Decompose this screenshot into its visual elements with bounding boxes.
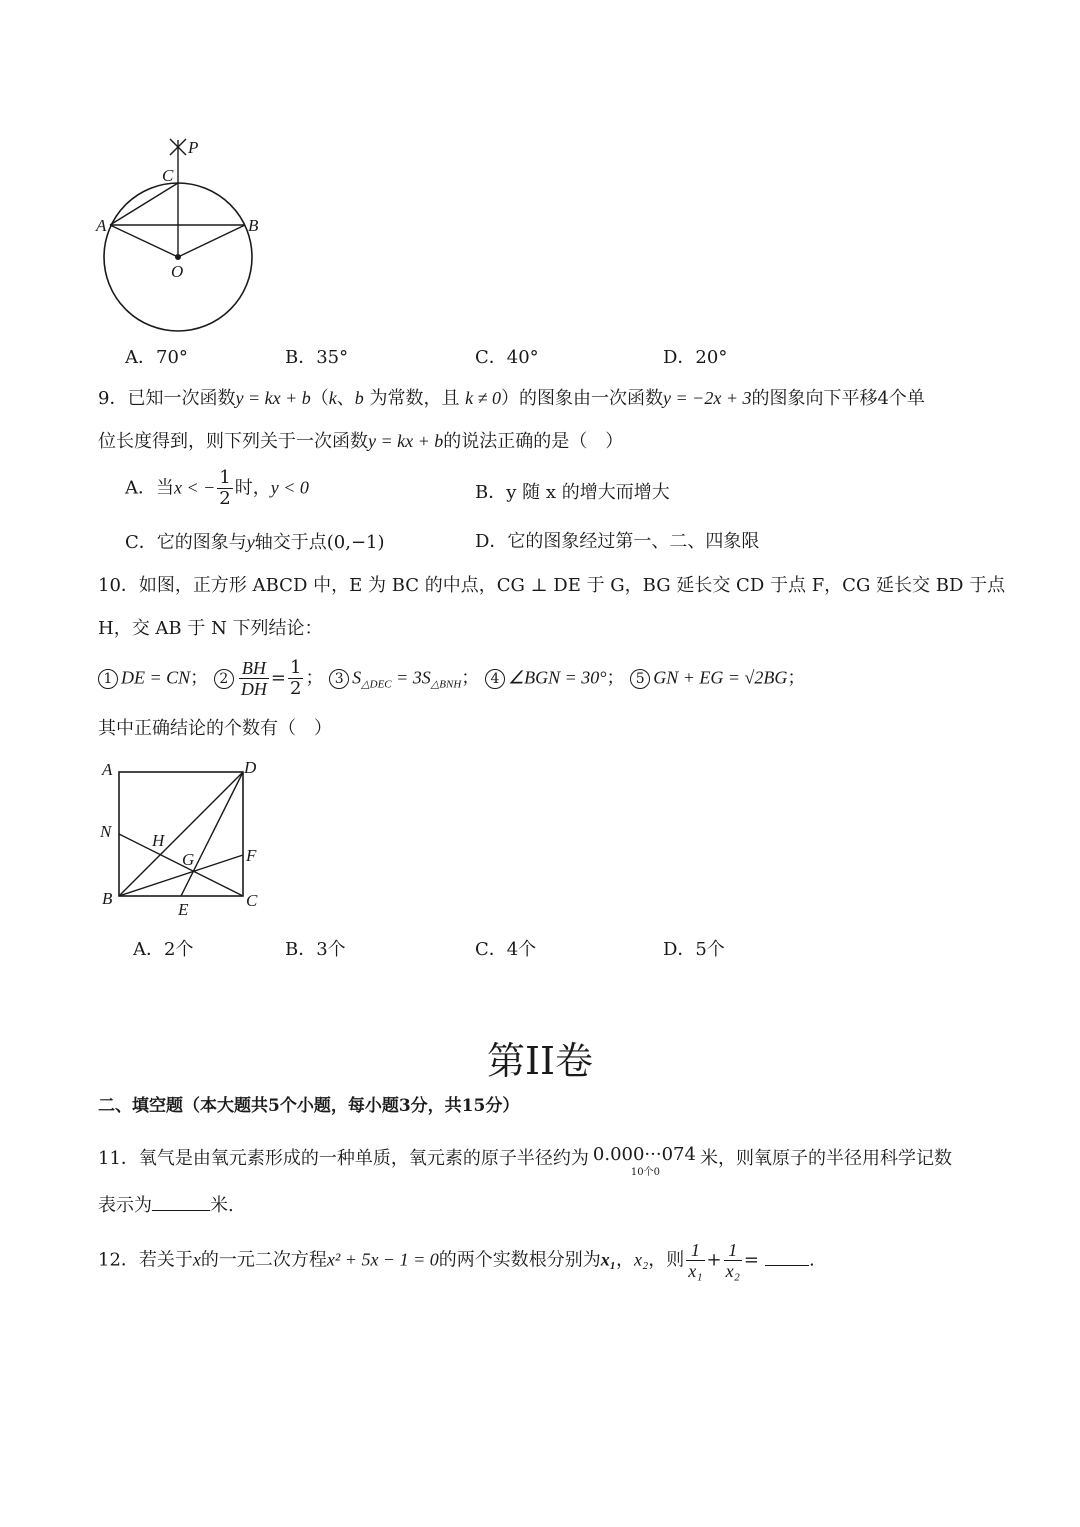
q11-line-1: [98, 1144, 952, 1178]
circle-mark-5: 5: [630, 669, 650, 689]
segment-ac: [110, 183, 178, 225]
q11-zero-count: 10个0: [630, 1167, 660, 1178]
q8-option-c[interactable]: C．40°: [475, 347, 539, 368]
separator: ；: [305, 667, 324, 689]
q11-text-a: 11．氧气是由氧元素形成的一种单质，氧元素的原子半径约为: [98, 1148, 589, 1169]
q11-text-b: 米，则氧原子的半径用科学记数: [699, 1148, 952, 1169]
q9-line2-a: 位长度得到，则下列关于一次函数: [98, 431, 368, 452]
equals-sign: =: [743, 1249, 759, 1271]
q9-var-k: k: [328, 388, 337, 408]
conclusion-3-eq: = 3S: [391, 667, 431, 688]
q9-var-b: b: [354, 388, 364, 408]
q11-line-2: [98, 1195, 234, 1217]
conclusion-3-s: S: [352, 667, 362, 688]
separator: ；: [190, 667, 209, 689]
q10-option-a[interactable]: A．2个: [133, 939, 194, 960]
q12-fraction-1: [686, 1240, 704, 1281]
q10-line-2: H，交 AB 于 N 下列结论：: [98, 618, 323, 639]
circle-mark-1: 1: [98, 669, 118, 689]
q12-equation: x² + 5x − 1 = 0: [326, 1249, 439, 1270]
q9-condition: k ≠ 0: [465, 388, 502, 408]
q12-root-2: x₂: [634, 1249, 649, 1270]
q9-option-a[interactable]: [125, 468, 309, 509]
conclusion-2-fraction: [239, 658, 269, 699]
equals-sign: =: [270, 667, 286, 689]
q12-comma: ，: [616, 1249, 635, 1271]
section-heading: 二、填空题（本大题共5个小题，每小题3分，共15分）: [98, 1096, 520, 1116]
q11-end: 米.: [210, 1195, 234, 1216]
section-title: 第II卷: [487, 1039, 594, 1083]
q9-opt-a-label: A．当: [125, 477, 174, 499]
q9-opt-a-y: y < 0: [270, 477, 309, 498]
q10-line-1: 10．如图，正方形 ABCD 中，E 为 BC 的中点，CG ⊥ DE 于 G，BG 延长交 CD 于点 F，CG 延长交 BD 于点: [98, 575, 1006, 596]
label-p: P: [188, 138, 199, 157]
diagonal-bd: [119, 772, 243, 896]
conclusion-5: GN + EG = √2BG: [653, 667, 788, 688]
q12-text-b: 的一元二次方程: [200, 1249, 327, 1271]
q9-line2-func: y = kx + b: [368, 431, 444, 451]
q9-opt-a-fraction: [217, 468, 232, 509]
q11-answer-blank[interactable]: [152, 1210, 210, 1211]
fraction-denominator: 2: [219, 488, 231, 509]
q12-line: [98, 1240, 815, 1281]
q12-root-1: x₁: [600, 1249, 617, 1270]
q9-option-c[interactable]: [125, 531, 385, 554]
separator: ；: [787, 667, 806, 689]
q10-option-c[interactable]: C．4个: [475, 939, 537, 960]
label-e: E: [178, 900, 189, 919]
label-d: D: [244, 758, 257, 777]
q9-line-2: [98, 430, 623, 453]
conclusion-2-value: [288, 658, 303, 699]
q9-opt-c-mid: 轴交于点: [254, 532, 327, 553]
q9-opt-c-y: y: [246, 532, 255, 552]
fraction-numerator: 1: [289, 657, 302, 678]
circle-mark-3: 3: [329, 669, 349, 689]
fraction-denominator: DH: [240, 679, 267, 699]
q9-text-d: 为常数，且: [363, 388, 466, 409]
fraction-numerator: 1: [724, 1240, 742, 1261]
label-o: O: [171, 262, 184, 281]
q12-answer-blank[interactable]: [765, 1265, 809, 1266]
q10-line-4: 其中正确结论的个数有（ ）: [98, 718, 332, 739]
q9-text-f: 的图象向下平移4个单: [751, 388, 925, 409]
conclusion-3-sub-1: △DEC: [361, 678, 392, 691]
q9-option-d[interactable]: D．它的图象经过第一、二、四象限: [475, 531, 760, 552]
label-b: B: [102, 889, 113, 908]
segment-bo: [178, 225, 245, 257]
q9-text-b: （: [310, 388, 329, 409]
q9-line-1: [98, 387, 925, 410]
label-n: N: [100, 822, 112, 841]
conclusion-4: ∠BGN = 30°: [508, 667, 607, 688]
q9-line2-b: 的说法正确的是（ ）: [443, 431, 624, 452]
q9-func-1: y = kx + b: [235, 388, 311, 408]
q8-circle-figure: [90, 125, 270, 340]
label-a: A: [102, 760, 113, 779]
q12-text-d: ，则: [648, 1249, 685, 1271]
q11-line2-text: 表示为: [98, 1195, 152, 1216]
q9-text-a: 已知一次函数: [127, 388, 236, 409]
label-c: C: [246, 891, 258, 910]
q9-opt-a-mid: 时，: [234, 477, 271, 499]
q8-option-a[interactable]: A．70°: [125, 347, 188, 368]
q12-var-x: x: [192, 1249, 201, 1270]
q9-opt-c-label: C．它的图象与: [125, 532, 247, 553]
q9-func-2: y = −2x + 3: [663, 388, 752, 408]
q11-number: 0.000···074: [592, 1144, 696, 1165]
q10-conclusions: [98, 658, 805, 699]
separator: ；: [606, 667, 625, 689]
fraction-denominator: x₂: [725, 1261, 740, 1281]
q9-opt-a-ineq: x < −: [174, 477, 216, 498]
q10-square-figure: [92, 755, 272, 925]
q8-option-b[interactable]: B．35°: [285, 347, 349, 368]
segment-de: [181, 772, 243, 896]
q12-fraction-2: [724, 1240, 742, 1281]
q9-text-c: 、: [336, 388, 355, 409]
circle-mark-2: 2: [214, 669, 234, 689]
separator: ；: [461, 667, 480, 689]
q9-number: 9．: [98, 388, 128, 409]
q12-text-a: 12．若关于: [98, 1249, 193, 1271]
fraction-numerator: 1: [686, 1240, 704, 1261]
fraction-denominator: 2: [289, 678, 302, 699]
label-h: H: [152, 831, 165, 850]
label-b: B: [248, 216, 259, 235]
segment-bf: [119, 855, 243, 896]
q8-option-d[interactable]: D．20°: [663, 347, 728, 368]
conclusion-3-sub-2: △BNH: [430, 678, 462, 691]
q9-option-b[interactable]: B．y 随 x 的增大而增大: [475, 482, 670, 503]
label-c: C: [162, 166, 174, 185]
q9-text-e: ）的图象由一次函数: [501, 388, 664, 409]
q10-option-d[interactable]: D．5个: [663, 939, 725, 960]
center-dot: [175, 254, 181, 260]
fraction-numerator: 1: [219, 467, 231, 488]
fraction-numerator: BH: [239, 658, 269, 679]
q11-number-block: [592, 1144, 696, 1178]
label-f: F: [246, 846, 257, 865]
conclusion-1: DE = CN: [121, 667, 191, 688]
segment-cn: [119, 834, 243, 896]
segment-ao: [110, 225, 178, 257]
plus-sign: +: [706, 1249, 722, 1271]
q10-option-b[interactable]: B．3个: [285, 939, 346, 960]
label-g: G: [182, 850, 195, 869]
q12-end: .: [808, 1249, 815, 1271]
q12-text-c: 的两个实数根分别为: [438, 1249, 601, 1271]
label-a: A: [96, 216, 107, 235]
circle-mark-4: 4: [485, 669, 505, 689]
fraction-denominator: x₁: [688, 1261, 703, 1281]
q9-opt-c-point: (0,−1): [326, 532, 385, 553]
